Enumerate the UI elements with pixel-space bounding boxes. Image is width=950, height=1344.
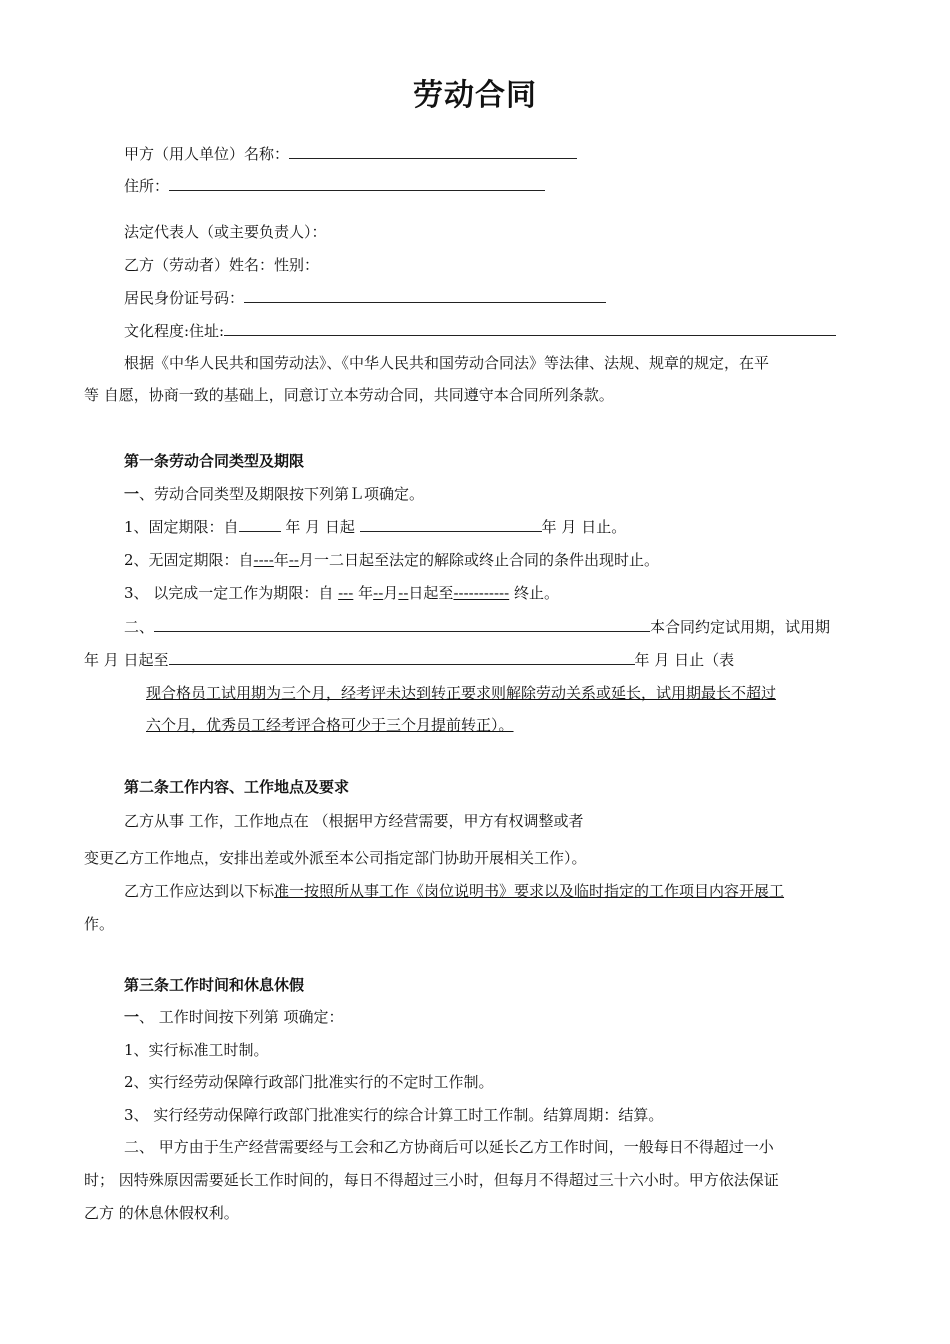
overtime-para-2: 时； 因特殊原因需要延长工作时间的，每日不得超过三小时，但每月不得超过三十六小时。甲方依法保证 (84, 1171, 779, 1189)
overtime-para-1: 二、 甲方由于生产经营需要经与工会和乙方协商后可以延长乙方工作时间，一般每日不得超过一小 (124, 1138, 774, 1156)
probation-mark: 二、 (124, 618, 155, 636)
id-blank[interactable] (244, 288, 606, 303)
probation-period-blank[interactable] (169, 650, 635, 665)
intro-line-2: 等 自愿，协商一致的基础上，同意订立本劳动合同，共同遵守本合同所列条款。 (84, 386, 614, 404)
item-text: 、 工作时间按下列第 项确定： (139, 1008, 344, 1026)
legal-rep-label: 法定代表人（或主要负责人）： (124, 223, 327, 241)
party-a-name-blank[interactable] (289, 144, 577, 159)
article-2-para-1: 乙方从事 工作，工作地点在 （根据甲方经营需要，甲方有权调整或者 (124, 812, 584, 830)
article-1-heading: 第一条劳动合同类型及期限 (124, 452, 305, 470)
task-term-month: 月 (383, 584, 399, 602)
open-term-rest: 月一二日起至法定的解除或终止合同的条件出现时止。 (298, 551, 659, 569)
fixed-term-end: 年 月 日止。 (541, 518, 627, 536)
task-term-day-dashes: -- (398, 584, 409, 602)
probation-period-line (84, 650, 734, 670)
requirement-lead: 乙方工作应达到以下标 (124, 882, 275, 900)
document-title: 劳动合同 (413, 78, 537, 113)
open-term-line (124, 550, 659, 570)
probation-blank[interactable] (154, 617, 650, 632)
probation-note-2: 六个月，优秀员工经考评合格可少于三个月提前转正）。 (146, 716, 514, 734)
open-term-month-dashes: -- (288, 551, 299, 569)
flexible-hours-item: 2、实行经劳动保障行政部门批准实行的不定时工作制。 (124, 1073, 494, 1091)
probation-text: 本合同约定试用期，试用期 (650, 618, 831, 636)
probation-start: 年 月 日起至 (84, 651, 169, 669)
overtime-para-3: 乙方 的休息休假权利。 (84, 1204, 239, 1222)
task-term-line (124, 583, 559, 603)
fixed-term-line (124, 517, 626, 537)
article-3-heading: 第三条工作时间和休息休假 (124, 976, 305, 994)
task-term-until: 日起至 (408, 584, 454, 602)
task-term-month-dashes: -- (373, 584, 384, 602)
party-b-label: 乙方（劳动者）姓名：性别： (124, 256, 320, 274)
fixed-term-year-blank[interactable] (239, 517, 281, 532)
education-blank[interactable] (224, 321, 836, 336)
address-line (124, 176, 545, 196)
task-term-year-dashes: --- (338, 584, 354, 602)
probation-note-1: 现合格员工试用期为三个月，经考评未达到转正要求则解除劳动关系或延长，试用期最长不超过 (146, 684, 777, 702)
article-3-item-1 (124, 1007, 344, 1027)
education-line (124, 321, 836, 341)
id-label: 居民身份证号码： (124, 289, 245, 307)
task-term-year: 年 (358, 584, 374, 602)
article-2-para-3 (124, 881, 784, 901)
task-term-label: 3、 以完成一定工作为期限：自 (124, 584, 334, 602)
task-term-end: 终止。 (513, 584, 559, 602)
standard-hours-item: 1、实行标准工时制。 (124, 1041, 269, 1059)
open-term-year-dashes: ---- (253, 551, 274, 569)
item-text: 、劳动合同类型及期限按下列第Ｌ项确定。 (139, 485, 425, 503)
intro-line-1: 根据《中华人民共和国劳动法》、《中华人民共和国劳动合同法》等法律、法规、规章的规定，在平 (124, 354, 770, 372)
education-label: 文化程度:住址: (124, 322, 225, 340)
address-label: 住所： (124, 177, 170, 195)
fixed-term-start: 年 月 日起 (285, 518, 355, 536)
article-2-para-2: 变更乙方工作地点，安排出差或外派至本公司指定部门协助开展相关工作）。 (84, 849, 587, 867)
open-term-label: 2、无固定期限：自 (124, 551, 254, 569)
address-blank[interactable] (169, 176, 545, 191)
article-2-para-4: 作。 (84, 915, 115, 933)
article-2-heading: 第二条工作内容、工作地点及要求 (124, 778, 350, 796)
comprehensive-hours-item: 3、 实行经劳动保障行政部门批准实行的综合计算工时工作制。结算周期：结算。 (124, 1106, 664, 1124)
item-mark: 一 (124, 1008, 140, 1026)
task-term-end-dashes: ----------- (453, 584, 510, 602)
fixed-term-label: 1、固定期限：自 (124, 518, 239, 536)
probation-end: 年 月 日止（表 (634, 651, 735, 669)
id-line (124, 288, 606, 308)
fixed-term-end-blank[interactable] (360, 517, 542, 532)
item-mark: 一 (124, 485, 140, 503)
probation-line (124, 617, 830, 637)
requirement-standard: 准一按照所从事工作《岗位说明书》要求以及临时指定的工作项目内容开展工 (274, 882, 785, 900)
party-a-name-line (124, 144, 577, 164)
article-1-item-1 (124, 484, 424, 504)
party-a-name-label: 甲方（用人单位）名称： (124, 145, 290, 163)
open-term-year: 年 (273, 551, 289, 569)
